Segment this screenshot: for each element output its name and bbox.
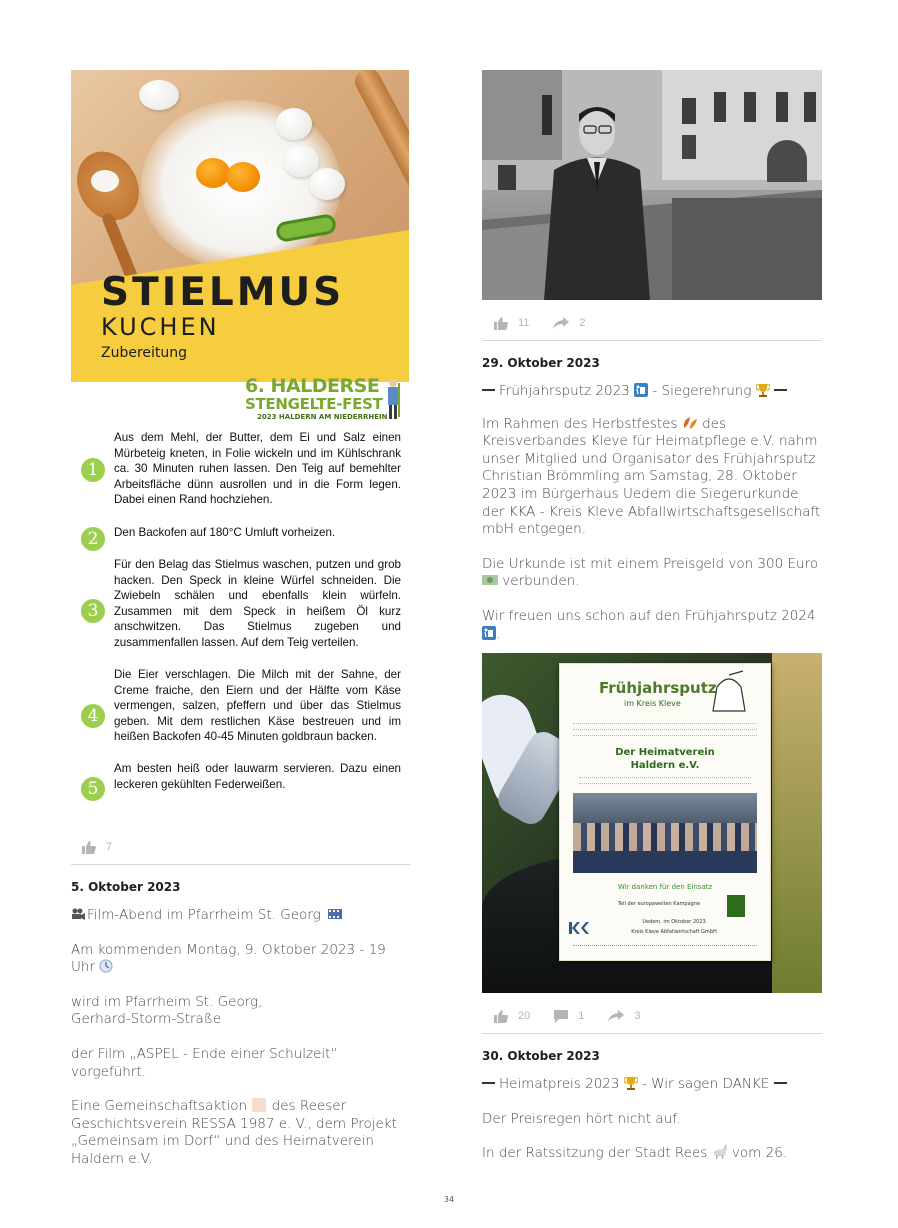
post-headline-text: Film-Abend im Pfarrheim St. Georg <box>87 907 321 923</box>
kka-logo <box>569 921 589 933</box>
post-headline-text: - Wir sagen DANKE <box>642 1076 770 1093</box>
egg-yolk <box>226 162 260 192</box>
post-text: In der Ratssitzung der Stadt Rees <box>482 1145 708 1162</box>
clock-icon <box>99 959 113 973</box>
recipe-title: STIELMUS <box>101 270 345 315</box>
poster-place: Uedem, im Oktober 2023 <box>642 919 706 926</box>
post-paragraph <box>482 1145 822 1163</box>
post-text: vom 26. <box>731 1145 788 1162</box>
share-button[interactable] <box>553 317 585 329</box>
dash-icon <box>774 389 787 391</box>
post-headline <box>482 1076 822 1094</box>
certificate-poster <box>559 663 771 961</box>
post-location-line1: wird im Pfarrheim St. Georg, <box>71 993 263 1010</box>
group-photo <box>573 793 757 873</box>
poster-thanks: Wir danken für den Einsatz <box>617 883 713 892</box>
egg-shell <box>139 80 179 110</box>
share-icon <box>608 1010 624 1022</box>
like-count: 7 <box>106 841 113 853</box>
share-button[interactable] <box>608 1010 640 1022</box>
step-text: Die Eier verschlagen. Die Milch mit der Sahne, der Creme fraiche, den Eiern und der Hälfte vom Käse vermengen, salzen, pfeffern und über das Stielmus geben. Mit dem restlichen Käse bestreuen und im heißen Backofen 40-45 Minuten goldbraun backen. <box>114 668 401 744</box>
step-number: 4 <box>81 704 105 728</box>
autumn-leaves-icon <box>682 416 698 430</box>
share-count: 2 <box>579 317 586 329</box>
step-number: 5 <box>81 777 105 801</box>
egg <box>309 168 345 200</box>
thumbs-up-icon <box>494 1010 508 1023</box>
fest-logo-line1: 6. HALDERSE <box>245 375 380 397</box>
comment-button[interactable] <box>554 1010 584 1023</box>
post-paragraph <box>482 416 822 539</box>
fest-logo-line3: 2023 HALDERN AM NIEDERRHEIN <box>257 413 388 421</box>
goat-icon <box>712 1145 728 1159</box>
post-date: 29. Oktober 2023 <box>482 356 600 370</box>
movie-camera-icon <box>71 908 85 920</box>
comment-icon <box>554 1010 568 1023</box>
step-number: 3 <box>81 599 105 623</box>
thumbs-up-icon <box>494 317 508 330</box>
post-paragraph: Der Preisregen hört nicht auf. <box>482 1110 681 1127</box>
egg-yolk <box>196 158 230 188</box>
bags-row <box>573 851 757 873</box>
poster-company: Kreis Kleve Abfallwirtschaft GmbH <box>631 929 717 936</box>
trophy-icon <box>624 1076 638 1090</box>
post-text: des Kreisverbandes Kleve für Heimatpflege e.V. nahm unser Mitglied und Organisator des Frühjahrsputz Christian Brömmling am Samstag, 28. Oktober 2023 im Bürgerhaus Uedem die Siegerurkunde der KKA - Kreis Kleve Abfallwirtschaftsgesellschaft mbH entgegen. <box>482 415 821 538</box>
post-location-line2: Gerhard-Storm-Straße <box>71 1011 222 1028</box>
dash-icon <box>482 1082 495 1084</box>
step-text: Für den Belag das Stielmus waschen, putzen und grob hacken. Den Speck in kleine Würfel schneiden. Die Zwiebeln schälen und ebenfalls klein würfeln. Zusammen mit dem Speck in heißem Öl kurz anschwitzen. Das Stielmus zugeben und zusammenfallen lassen. Auf dem Teig verteilen. <box>114 558 401 649</box>
poster-campaign: Teil der europaweiten Kampagne <box>617 901 701 908</box>
share-count: 3 <box>634 1010 641 1023</box>
trophy-icon <box>756 383 770 397</box>
post-paragraph <box>482 608 822 643</box>
post-text: Wir freuen uns schon auf den Frühjahrsputz 2024 <box>482 607 816 624</box>
post-headline <box>71 907 411 925</box>
post-text: Im Rahmen des Herbstfestes <box>482 415 678 432</box>
step-text: Den Backofen auf 180°C Umluft vorheizen. <box>114 526 336 539</box>
post-date: 5. Oktober 2023 <box>71 880 181 894</box>
post-paragraph: der Film „ASPEL - Ende einer Schulzeit“ vorgeführt. <box>71 1045 338 1080</box>
post-headline-text: Heimatpreis 2023 <box>499 1076 620 1093</box>
poster-subtitle: im Kreis Kleve <box>624 699 681 709</box>
post-paragraph <box>482 556 822 591</box>
trash-bin-sign-icon <box>634 383 648 397</box>
step-text: Aus dem Mehl, der Butter, dem Ei und Salz einen Mürbeteig kneten, in Folie wickeln und im Kühlschrank ca. 30 Minuten ruhen lassen. Den Teig auf bemehlter Arbeitsfläche dünn ausrollen und in die Form legen. Dabei einen Rand hochziehen. <box>114 431 401 507</box>
right-column <box>482 70 822 1163</box>
post-text: verbunden. <box>502 573 580 590</box>
poster-club-line1: Der Heimatverein <box>615 747 715 759</box>
poster-photo <box>482 653 822 993</box>
like-count: 11 <box>518 317 530 329</box>
group-people <box>573 823 757 853</box>
post-date: 30. Oktober 2023 <box>482 1049 600 1064</box>
post-reactions <box>71 835 411 859</box>
poster-club-line2: Haldern e.V. <box>630 760 700 772</box>
recipe-section: Zubereitung <box>101 345 188 361</box>
dash-icon <box>774 1082 787 1084</box>
post-paragraph <box>71 942 411 977</box>
kka-logo-icon <box>569 922 589 934</box>
like-button[interactable] <box>494 317 529 330</box>
poster-text-line <box>579 783 751 785</box>
page-number: 34 <box>443 1195 455 1204</box>
money-icon <box>482 574 498 586</box>
step-number: 1 <box>81 458 105 482</box>
fest-logo-line2: STENGELTE-FEST <box>245 395 383 413</box>
post-text: Die Urkunde ist mit einem Preisgeld von 300 Euro <box>482 555 819 572</box>
salt <box>91 170 119 192</box>
left-column <box>71 70 411 1169</box>
post-reactions <box>482 1004 822 1028</box>
handshake-icon <box>252 1098 266 1112</box>
step-text: Am besten heiß oder lauwarm servieren. Dazu einen leckeren gekühlten Federweißen. <box>114 762 401 791</box>
trash-bag-mascot-icon <box>709 669 749 715</box>
rolling-pin <box>351 70 409 253</box>
recipe-card <box>71 70 409 810</box>
recipe-subtitle: KUCHEN <box>101 313 220 341</box>
thumbs-up-icon <box>82 841 96 854</box>
post-paragraph <box>71 1098 411 1168</box>
like-button[interactable] <box>494 1010 530 1023</box>
poster-text-line <box>573 735 757 737</box>
poster-text-line <box>573 723 757 725</box>
post-headline-text: - Siegerehrung <box>652 383 752 399</box>
film-frames-icon <box>328 908 342 920</box>
poster-text-line <box>573 729 757 731</box>
post-headline-text: Frühjahrsputz 2023 <box>499 383 630 399</box>
trash-bin-sign-icon <box>482 626 496 640</box>
post-paragraph <box>71 994 411 1029</box>
egg <box>276 108 312 140</box>
like-button[interactable] <box>82 841 112 854</box>
portrait-photo <box>482 70 822 300</box>
farmer-figure-icon <box>384 377 402 423</box>
share-icon <box>553 317 569 329</box>
fest-logo <box>243 375 408 433</box>
building-courtyard-illustration <box>482 70 822 300</box>
post-text: Eine Gemeinschaftsaktion <box>71 1098 248 1115</box>
post-text: des Reeser Geschichtsverein RESSA 1987 e. V., dem Projekt „Gemeinsam im Dorf“ und des Heimatverein Haldern e.V. <box>71 1098 397 1167</box>
like-count: 20 <box>518 1010 531 1023</box>
step-number: 2 <box>81 527 105 551</box>
divider <box>482 340 822 341</box>
poster-footer-line <box>573 945 757 947</box>
post-text: . <box>496 625 501 642</box>
comment-count: 1 <box>578 1010 585 1023</box>
partner-logo <box>727 895 745 917</box>
divider <box>71 864 411 865</box>
post-date-time: Am kommenden Montag, 9. Oktober 2023 - 19 Uhr <box>71 941 386 976</box>
poster-text-line <box>579 777 751 779</box>
divider <box>482 1033 822 1034</box>
dash-icon <box>482 389 495 391</box>
autumn-background <box>772 653 822 993</box>
poster-title: Frühjahrsputz <box>599 679 717 698</box>
post-reactions <box>482 311 822 335</box>
post-headline <box>482 383 822 401</box>
